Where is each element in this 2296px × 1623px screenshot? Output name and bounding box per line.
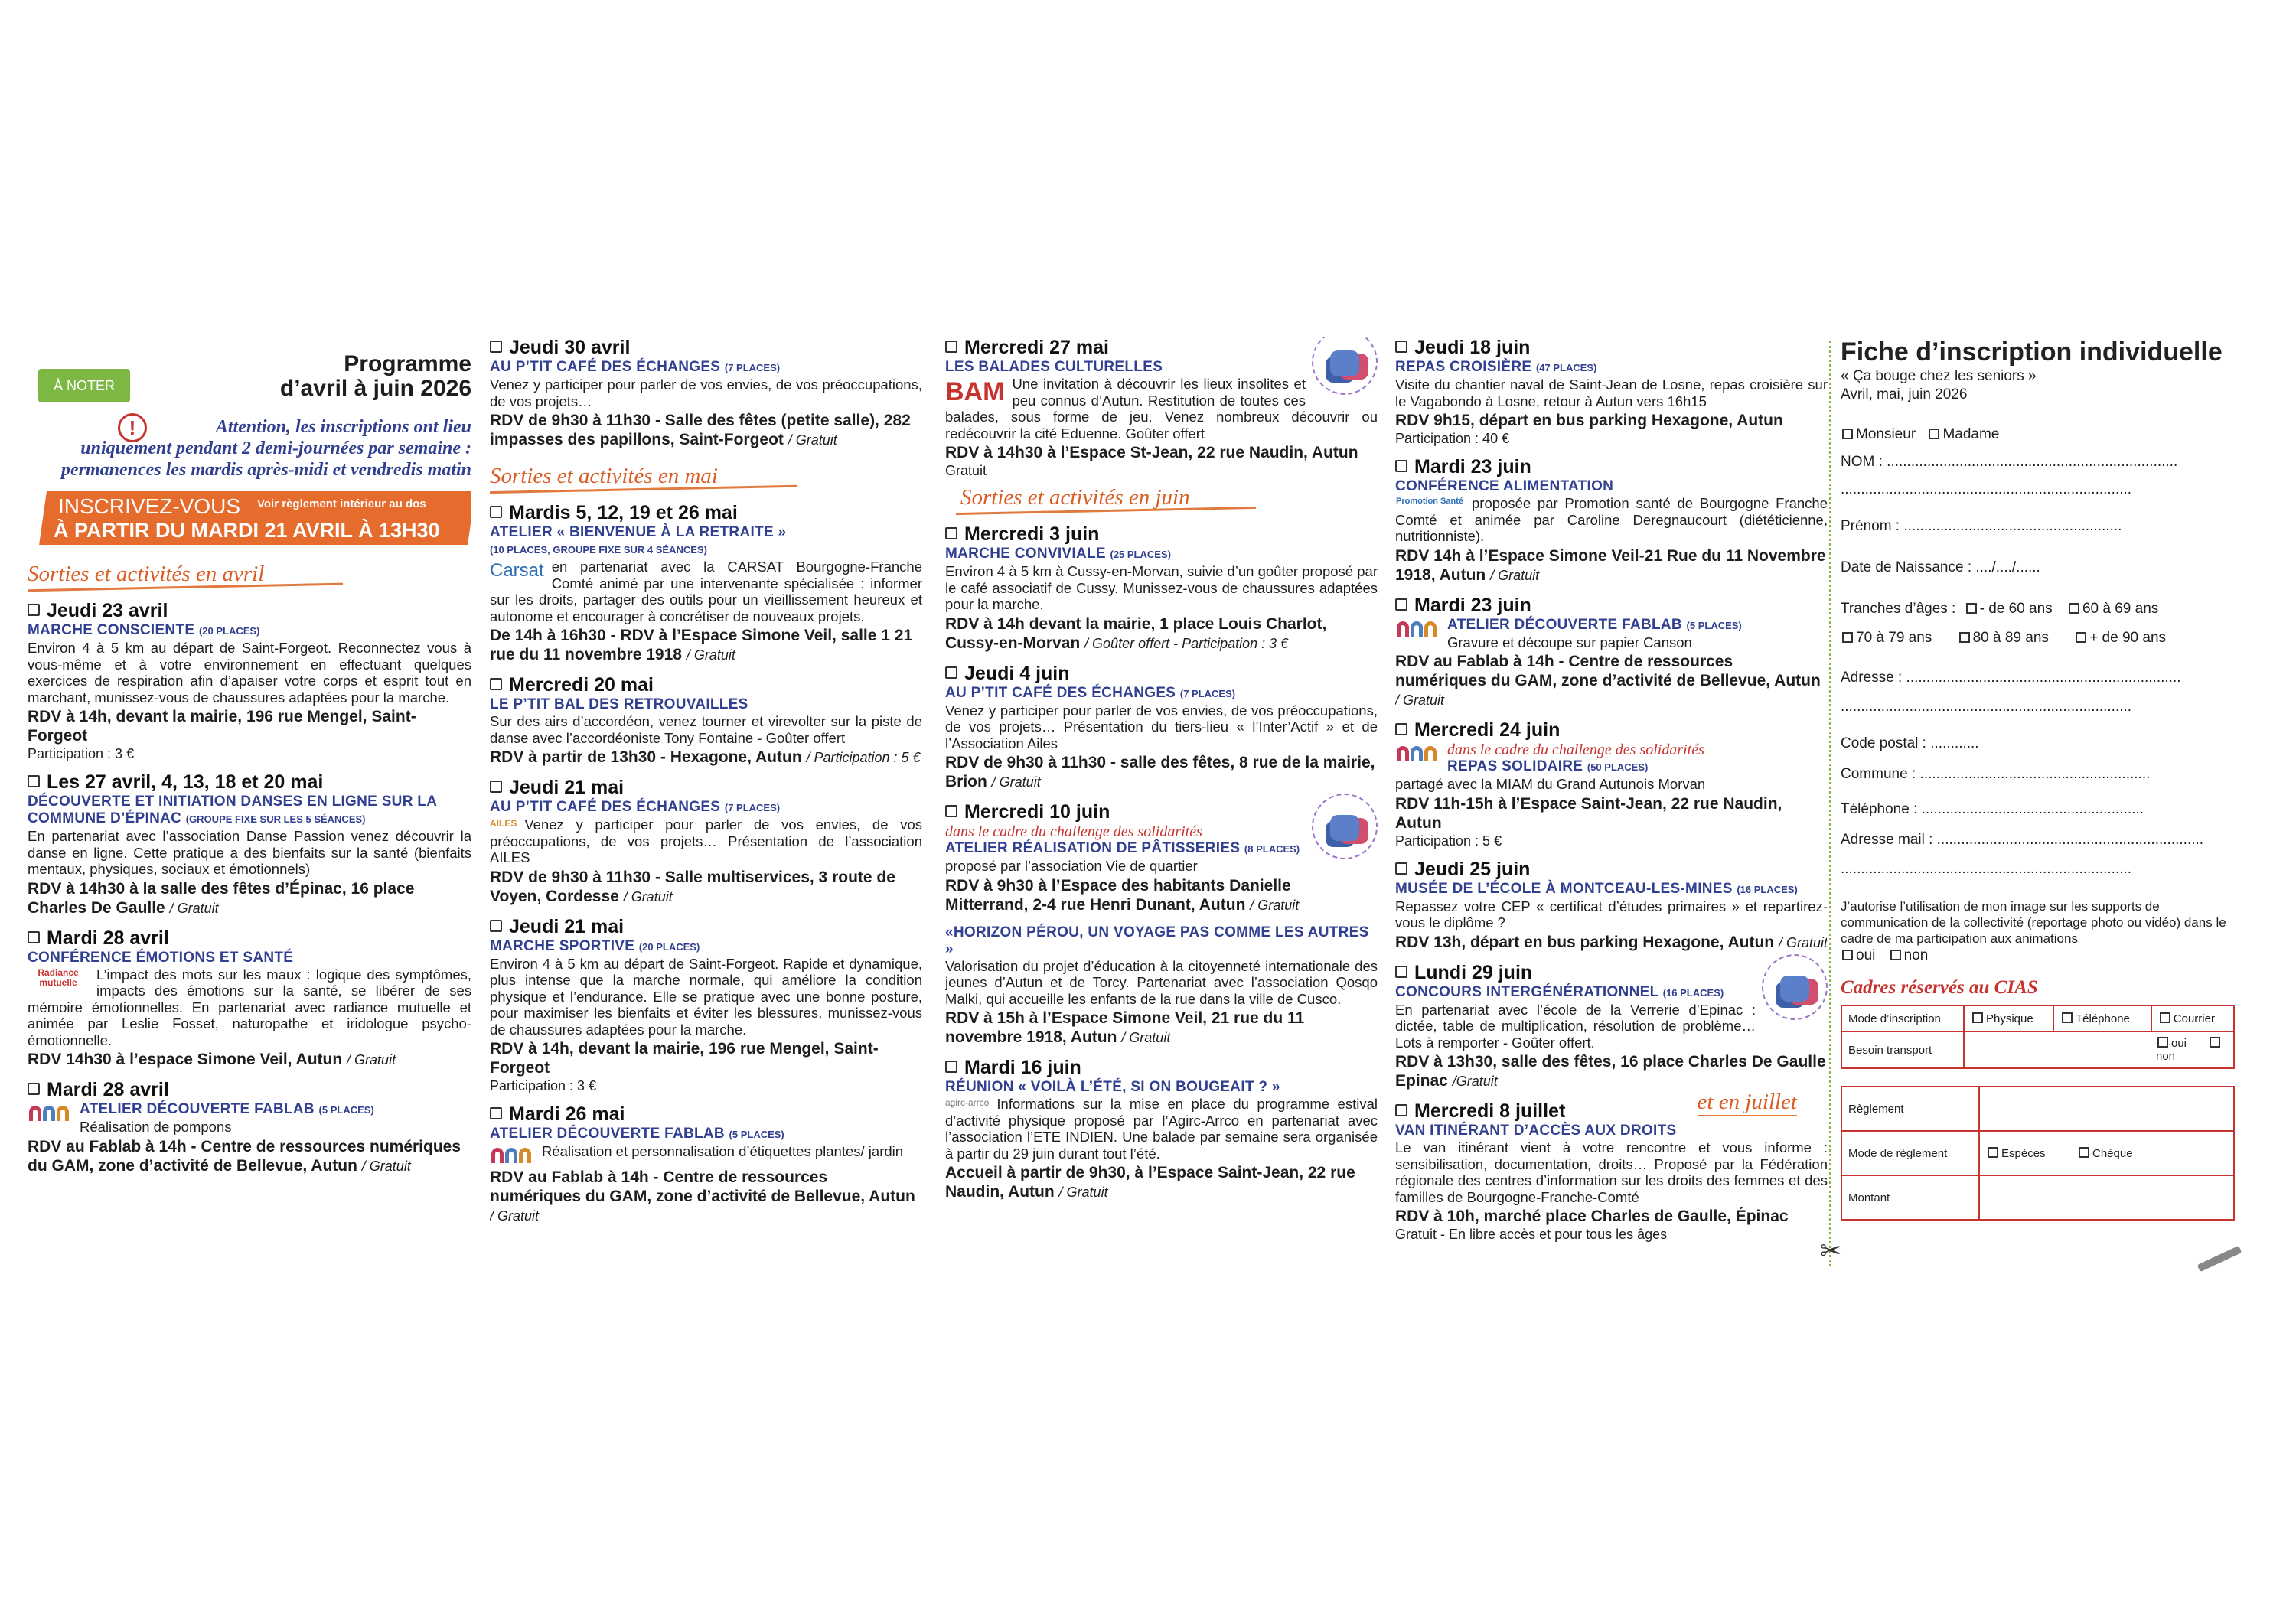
event-title: REPAS CROISIÈRE (47 PLACES) <box>1395 359 1597 375</box>
warning-block <box>28 410 471 481</box>
scissors-icon: ✂ <box>1820 1237 1842 1266</box>
transport-options[interactable]: oui non <box>1964 1031 2234 1068</box>
age-80-89-checkbox[interactable] <box>1959 632 1970 643</box>
event-title: MARCHE CONSCIENTE (20 PLACES) <box>28 622 260 638</box>
event-desc: Venez y participer pour parler de vos envies, de vos préoccupations, de vos projets… <box>490 376 922 409</box>
event-desc: Sur des airs d’accordéon, venez tourner et virevolter sur la piste de danse avec l’accordéoniste Tony Fontaine - Goûter offert <box>490 713 922 746</box>
event-title: RÉUNION « VOILÀ L’ÉTÉ, SI ON BOUGEAIT ? » <box>945 1079 1280 1095</box>
event-date: Jeudi 18 juin <box>1395 337 1828 359</box>
bam-logo: BAM <box>945 377 1005 406</box>
event-date: Jeudi 4 juin <box>945 663 1378 685</box>
event-date: Les 27 avril, 4, 13, 18 et 20 mai <box>28 771 471 794</box>
event-rdv: RDV à 14h devant la mairie, 1 place Louis Charlot, Cussy-en-Morvan / Goûter offert - Participation : 3 € <box>945 614 1327 652</box>
event-desc: Gravure et découpe sur papier Canson <box>1447 634 1692 650</box>
event-date: Mardi 23 juin <box>1395 456 1828 478</box>
event-date: Mardi 16 juin <box>945 1057 1378 1079</box>
intergenerational-badge-icon <box>1312 794 1378 859</box>
event-date: Mardi 23 juin <box>1395 595 1828 617</box>
gam-logo-icon <box>28 1103 72 1124</box>
event-date: Mardi 28 avril <box>28 1079 471 1101</box>
montant-label: Montant <box>1841 1175 1979 1220</box>
event-title: ATELIER « BIENVENUE À LA RETRAITE » <box>490 524 787 540</box>
cut-line <box>1829 341 1831 1266</box>
event-date: Mercredi 3 juin <box>945 523 1378 546</box>
registration-form <box>1841 337 2239 1301</box>
event-date: Mardis 5, 12, 19 et 26 mai <box>490 502 922 524</box>
event-title: ATELIER DÉCOUVERTE FABLAB (5 PLACES) <box>1447 616 1742 633</box>
checkbox-icon[interactable] <box>945 341 957 353</box>
event-19 <box>1395 719 1828 849</box>
event-date: Mercredi 20 mai <box>490 674 922 696</box>
consent-row: oui non <box>1841 947 2239 965</box>
event-tail: Gratuit <box>945 463 987 478</box>
payment-mode-label: Mode de règlement <box>1841 1131 1979 1175</box>
event-desc: Le van itinérant vient à votre rencontre et vous informe : sensibilisation, documentation, droits… Proposé par la Fédération régionale des centres d’information sur les droits des femmes et des familles de Bourgogne-Franche-Comté <box>1395 1139 1828 1205</box>
event-date: Jeudi 23 avril <box>28 600 471 622</box>
checkbox-icon[interactable] <box>490 781 502 793</box>
event-17 <box>1395 456 1828 585</box>
signup-line2: À PARTIR DU MARDI 21 AVRIL À 13H30 <box>54 519 440 542</box>
checkbox-icon[interactable] <box>1395 862 1407 875</box>
image-consent-text: J’autorise l’utilisation de mon image sur les supports de communication de la collectivité (reportage photo ou vidéo) dans le cadre de ma participation aux animations <box>1841 899 2226 946</box>
event-0 <box>28 600 471 762</box>
event-desc: Valorisation du projet d’éducation à la citoyenneté internationale des jeunes d’Autun et de Torcy. Partenariat avec l’association Qosqo Malki, qui accueille les enfants de la rue dans la ville de Cusco. <box>945 957 1378 1007</box>
event-rdv: RDV 14h30 à l’espace Simone Veil, Autun / Gratuit <box>28 1051 396 1068</box>
address-field[interactable]: Adresse : .................................................................... <box>1841 670 2181 686</box>
address-field-2[interactable]: ........................................................................ <box>1841 699 2132 715</box>
especes-option[interactable]: Espèces <box>1979 1131 2071 1175</box>
nom-field-2[interactable]: ........................................................................ <box>1841 481 2132 497</box>
event-price: Participation : 40 € <box>1395 431 1510 446</box>
event-16 <box>1395 337 1828 447</box>
event-title: CONFÉRENCE ÉMOTIONS ET SANTÉ <box>28 949 294 966</box>
exclamation-icon: ! <box>118 413 147 442</box>
checkbox-icon[interactable] <box>28 604 40 616</box>
event-title: ATELIER DÉCOUVERTE FABLAB (5 PLACES) <box>490 1126 784 1142</box>
event-title: AU P’TIT CAFÉ DES ÉCHANGES (7 PLACES) <box>490 799 781 815</box>
form-subtitle: « Ça bouge chez les seniors » <box>1841 368 2037 384</box>
carsat-logo: Carsat <box>490 560 544 581</box>
event-price: Participation : 3 € <box>490 1078 597 1093</box>
event-20 <box>1395 859 1828 953</box>
event-desc: partagé avec la MIAM du Grand Autunois Morvan <box>1395 776 1706 792</box>
event-title: REPAS SOLIDAIRE (50 PLACES) <box>1447 758 1649 774</box>
event-title: ATELIER DÉCOUVERTE FABLAB (5 PLACES) <box>80 1101 374 1117</box>
event-rdv: Accueil à partir de 9h30, à l’Espace Saint-Jean, 22 rue Naudin, Autun / Gratuit <box>945 1164 1355 1201</box>
warning-text: Attention, les inscriptions ont lieu uniquement pendant 2 demi-journées par semaine : permanences les mardis après-midi et vendredis matin <box>61 417 471 480</box>
checkbox-icon[interactable] <box>490 506 502 518</box>
monsieur-checkbox[interactable] <box>1842 429 1853 439</box>
montant-cell[interactable] <box>1979 1175 2234 1220</box>
gam-logo-icon <box>1395 618 1440 640</box>
event-title: MARCHE SPORTIVE (20 PLACES) <box>490 937 700 954</box>
event-rdv: RDV à 14h, devant la mairie, 196 rue Mengel, Saint-Forgeot <box>490 1040 879 1077</box>
age-60-69-checkbox[interactable] <box>2069 603 2079 614</box>
cheque-option[interactable]: Chèque <box>2071 1131 2234 1175</box>
consent-yes-checkbox[interactable] <box>1842 950 1853 960</box>
event-date: Jeudi 25 juin <box>1395 859 1828 881</box>
courrier-option[interactable]: Courrier <box>2151 1005 2234 1031</box>
event-price: Participation : 5 € <box>1395 833 1502 849</box>
checkbox-icon[interactable] <box>28 931 40 943</box>
event-rdv: De 14h à 16h30 - RDV à l’Espace Simone Veil, salle 1 21 rue du 11 novembre 1918 / Gratuit <box>490 627 913 663</box>
event-22 <box>1395 1090 1828 1243</box>
transport-label: Besoin transport <box>1841 1031 1964 1068</box>
checkbox-icon[interactable] <box>28 775 40 787</box>
age-under-60-checkbox[interactable] <box>1966 603 1977 614</box>
event-title: MARCHE CONVIVIALE (25 PLACES) <box>945 546 1171 562</box>
event-desc: Venez y participer pour parler de vos envies, de vos préoccupations, de vos projets… Présentation de l’association AILES <box>490 816 922 865</box>
section-may: Sorties et activités en mai <box>490 461 922 491</box>
gam-logo-icon <box>1395 743 1440 764</box>
ailes-logo: AILES <box>490 818 517 829</box>
gam-logo-icon <box>490 1145 534 1166</box>
event-5 <box>490 502 922 665</box>
event-desc: proposée par Promotion santé de Bourgogne Franche Comté et animée par Caroline Deregnaucourt (diététicienne, nutritionniste). <box>1395 495 1828 544</box>
physique-option[interactable]: Physique <box>1964 1005 2053 1031</box>
event-tail: Gratuit - En libre accès et pour tous les âges <box>1395 1227 1668 1242</box>
event-1 <box>28 771 471 918</box>
cias-table-2 <box>1841 1086 2235 1221</box>
cias-table-1 <box>1841 1005 2235 1069</box>
age-70-79-checkbox[interactable] <box>1842 632 1853 643</box>
event-rdv: RDV au Fablab à 14h - Centre de ressources numériques du GAM, zone d’activité de Bellevue, Autun / Gratuit <box>490 1168 915 1224</box>
event-14 <box>945 924 1378 1048</box>
telephone-option[interactable]: Téléphone <box>2053 1005 2151 1031</box>
event-rdv: RDV au Fablab à 14h - Centre de ressources numériques du GAM, zone d’activité de Bellevue, Autun / Gratuit <box>28 1137 461 1175</box>
email-field[interactable]: Adresse mail : .................................................................. <box>1841 832 2204 848</box>
event-price: Participation : 3 € <box>28 746 135 761</box>
signup-note: Voir règlement intérieur au dos <box>257 497 426 510</box>
age-row-2: 70 à 79 ans 80 à 89 ans + de 90 ans <box>1841 629 2239 647</box>
note-badge: À NOTER <box>38 369 130 402</box>
event-rdv: RDV 9h15, départ en bus parking Hexagone, Autun <box>1395 412 1783 429</box>
event-title: CONFÉRENCE ALIMENTATION <box>1395 478 1614 494</box>
event-desc: Réalisation et personnalisation d’étiquettes plantes/ jardin <box>542 1143 904 1159</box>
checkbox-icon[interactable] <box>490 678 502 690</box>
age-over-90-checkbox[interactable] <box>2076 632 2086 643</box>
event-13 <box>945 801 1378 915</box>
event-title: AU P’TIT CAFÉ DES ÉCHANGES (7 PLACES) <box>945 684 1236 701</box>
event-title: CONCOURS INTERGÉNÉRATIONNEL (16 PLACES) <box>1395 983 1724 1000</box>
event-desc: En partenariat avec l’école de la Verrerie d’Epinac : dictée, table de multiplication, résolution de problème… Lots à remporter - Goûter offert. <box>1395 1001 1756 1051</box>
checkbox-icon[interactable] <box>945 1061 957 1073</box>
event-rdv: RDV de 9h30 à 11h30 - Salle des fêtes (petite salle), 282 impasses des papillons, Saint-Forgeot / Gratuit <box>490 412 911 448</box>
event-title: «HORIZON PÉROU, UN VOYAGE PAS COMME LES AUTRES » <box>945 924 1369 957</box>
form-period: Avril, mai, juin 2026 <box>1841 386 1968 402</box>
checkbox-icon[interactable] <box>945 805 957 817</box>
event-18 <box>1395 595 1828 711</box>
event-places: (10 PLACES, GROUPE FIXE SUR 4 SÉANCES) <box>490 544 707 556</box>
event-7 <box>490 777 922 907</box>
event-10 <box>945 337 1378 479</box>
event-rdv: RDV 14h à l’Espace Simone Veil-21 Rue du 11 Novembre 1918, Autun / Gratuit <box>1395 546 1826 584</box>
postal-code-field[interactable]: Code postal : ............ <box>1841 735 1979 751</box>
event-desc: en partenariat avec la CARSAT Bourgogne-Franche Comté animé par une intervenante spécialisée : informer sur les droits, partager des outils pour un vieillissement heureux et autonome et encourager à concrétiser de nouveaux projets. <box>490 559 922 624</box>
agirc-arrco-logo: agirc-arrco <box>945 1097 990 1108</box>
event-3 <box>28 1079 471 1176</box>
event-title: LE P’TIT BAL DES RETROUVAILLES <box>490 696 748 712</box>
phone-field[interactable]: Téléphone : ....................................................... <box>1841 801 2144 817</box>
checkbox-icon[interactable] <box>1395 1104 1407 1116</box>
event-date: Mercredi 10 juin <box>945 801 1306 823</box>
event-desc: Venez y participer pour parler de vos envies, de vos préoccupations, de vos projets… Présentation du tiers-lieu « l’Inter’Actif » et de l’Association Ailes <box>945 702 1378 751</box>
age-row-1: Tranches d’âges : - de 60 ans 60 à 69 ans <box>1841 601 2159 617</box>
event-rdv: RDV à partir de 13h30 - Hexagone, Autun / Participation : 5 € <box>490 748 921 766</box>
event-title: VAN ITINÉRANT D’ACCÈS AUX DROITS <box>1395 1123 1677 1139</box>
event-rdv: RDV à 14h30 à l’Espace St-Jean, 22 rue Naudin, Autun <box>945 444 1358 461</box>
prenom-field[interactable]: Prénom : ...................................................... <box>1841 518 2122 534</box>
column-april <box>28 337 471 1293</box>
event-8 <box>490 916 922 1095</box>
event-date: Mardi 26 mai <box>490 1103 922 1126</box>
column-june-b <box>1395 337 1828 1293</box>
signup-line1: INSCRIVEZ-VOUS <box>58 494 241 518</box>
checkbox-icon[interactable] <box>490 920 502 932</box>
event-rdv: RDV à 14h, devant la mairie, 196 rue Mengel, Saint-Forgeot <box>28 708 416 745</box>
event-subtitle: dans le cadre du challenge des solidarités <box>1447 741 1704 758</box>
commune-field[interactable]: Commune : ......................................................... <box>1841 766 2151 782</box>
email-field-2[interactable]: ........................................................................ <box>1841 861 2132 877</box>
promotion-sante-logo: Promotion Santé <box>1395 497 1463 506</box>
checkbox-icon[interactable] <box>1395 460 1407 472</box>
event-rdv: RDV à 9h30 à l’Espace des habitants Danielle Mitterrand, 2-4 rue Henri Dunant, Autun / Gratuit <box>945 876 1300 914</box>
radiance-logo: Radiance mutuelle <box>38 966 79 988</box>
checkbox-icon[interactable] <box>490 1107 502 1119</box>
checkbox-icon[interactable] <box>1395 598 1407 611</box>
event-desc: Repassez votre CEP « certificat d’études primaires » et repartirez-vous le diplôme ? <box>1395 898 1828 930</box>
event-11 <box>945 523 1378 653</box>
inscription-mode-label: Mode d’inscription <box>1841 1005 1964 1031</box>
column-june-a <box>945 337 1378 1293</box>
event-15 <box>945 1057 1378 1202</box>
checkbox-icon[interactable] <box>945 527 957 539</box>
event-desc: Réalisation de pompons <box>80 1119 232 1135</box>
event-date: Mardi 28 avril <box>28 927 471 950</box>
event-rdv: RDV de 9h30 à 11h30 - Salle multiservices, 3 route de Voyen, Cordesse / Gratuit <box>490 868 895 905</box>
section-july: et en juillet <box>1698 1090 1797 1116</box>
event-desc: Environ 4 à 5 km au départ de Saint-Forgeot. Reconnectez vous à vous-même et à votre environnement en effectuant quelques exercices de respiration afin d’apaiser votre corps et esprit tout en marchant, munissez-vous de chaussures adaptées pour la marche. <box>28 640 471 706</box>
event-title: AU P’TIT CAFÉ DES ÉCHANGES (7 PLACES) <box>490 359 781 375</box>
cias-title: Cadres réservés au CIAS <box>1841 977 2038 998</box>
consent-no-checkbox[interactable] <box>1890 950 1901 960</box>
event-date: Jeudi 30 avril <box>490 337 922 359</box>
nom-field[interactable]: NOM : ........................................................................ <box>1841 454 2178 470</box>
reglement-cell[interactable] <box>1979 1087 2234 1131</box>
event-date: Mercredi 8 juillet <box>1395 1100 1828 1123</box>
event-rdv: RDV à 14h30 à la salle des fêtes d’Épinac, 16 place Charles De Gaulle / Gratuit <box>28 879 415 917</box>
reglement-label: Règlement <box>1841 1087 1979 1131</box>
section-april: Sorties et activités en avril <box>28 559 471 589</box>
checkbox-icon[interactable] <box>945 666 957 679</box>
checkbox-icon[interactable] <box>490 341 502 353</box>
event-2 <box>28 927 471 1071</box>
event-rdv: RDV à 10h, marché place Charles de Gaulle, Épinac <box>1395 1207 1789 1225</box>
event-desc: Informations sur la mise en place du programme estival d’activité physique proposé par l’Agirc-Arrco en partenariat avec l’association l’ETE INDIEN. Une balade par semaine sera organisée à partir du 29 juin durant tout l’été. <box>945 1096 1378 1162</box>
madame-checkbox[interactable] <box>1929 429 1939 439</box>
event-6 <box>490 674 922 768</box>
event-rdv: RDV 13h, départ en bus parking Hexagone, Autun / Gratuit <box>1395 933 1828 951</box>
section-june: Sorties et activités en juin <box>960 482 1378 513</box>
checkbox-icon[interactable] <box>1395 966 1407 978</box>
program-title: Programme d’avril à juin 2026 <box>279 351 471 401</box>
event-date: Mercredi 27 mai <box>945 337 1306 359</box>
event-title: DÉCOUVERTE ET INITIATION DANSES EN LIGNE SUR LA COMMUNE D’ÉPINAC (GROUPE FIXE SUR LES 5 SÉANCES) <box>28 794 437 826</box>
event-desc: En partenariat avec l’association Danse Passion venez découvrir la danse en ligne. Cette pratique a des bienfaits sur la santé (bienfaits mentaux, physiques, sociaux et émotionnels) <box>28 828 471 877</box>
event-subtitle: dans le cadre du challenge des solidarités <box>945 823 1202 840</box>
form-title: Fiche d’inscription individuelle <box>1841 337 2223 367</box>
event-rdv: RDV à 15h à l’Espace Simone Veil, 21 rue du 11 novembre 1918, Autun / Gratuit <box>945 1009 1305 1046</box>
event-title: LES BALADES CULTURELLES <box>945 359 1163 375</box>
event-date: Jeudi 21 mai <box>490 916 922 938</box>
birthdate-field[interactable]: Date de Naissance : ..../..../...... <box>1841 559 2040 575</box>
event-title: MUSÉE DE L’ÉCOLE À MONTCEAU-LES-MINES (16 PLACES) <box>1395 880 1798 897</box>
event-21 <box>1395 962 1828 1092</box>
event-desc: Environ 4 à 5 km à Cussy-en-Morvan, suivie d’un goûter proposé par le café associatif de Cussy. Munissez-vous de chaussures adaptées pour la marche. <box>945 563 1378 612</box>
event-rdv: RDV au Fablab à 14h - Centre de ressources numériques du GAM, zone d’activité de Bellevue, Autun / Gratuit <box>1395 653 1821 708</box>
event-desc: Une invitation à découvrir les lieux insolites et peu connus d’Autun. Restitution de toutes ces balades, sous forme de jeu. Venez nombreux découvrir ou redécouvrir la cité Eduenne. Goûter offert <box>945 376 1378 442</box>
event-date: Mercredi 24 juin <box>1395 719 1828 741</box>
column-may <box>490 337 922 1293</box>
event-title: ATELIER RÉALISATION DE PÂTISSERIES (8 PLACES) <box>945 840 1300 856</box>
event-rdv: RDV 11h-15h à l’Espace Saint-Jean, 22 rue Naudin, Autun <box>1395 794 1782 832</box>
event-rdv: RDV à 13h30, salle des fêtes, 16 place Charles De Gaulle Epinac /Gratuit <box>1395 1053 1826 1090</box>
event-date: Lundi 29 juin <box>1395 962 1756 984</box>
civility-row: Monsieur Madame <box>1841 425 2239 444</box>
signup-banner <box>28 491 471 548</box>
event-9 <box>490 1103 922 1226</box>
event-desc: Visite du chantier naval de Saint-Jean de Losne, repas croisière sur le Vagabondo à Losne, retour à Autun vers 16h15 <box>1395 376 1828 409</box>
checkbox-icon[interactable] <box>28 1083 40 1095</box>
event-12 <box>945 663 1378 793</box>
event-date: Jeudi 21 mai <box>490 777 922 799</box>
intergenerational-badge-icon <box>1762 954 1828 1020</box>
checkbox-icon[interactable] <box>1395 723 1407 735</box>
event-desc: proposé par l’association Vie de quartier <box>945 858 1198 874</box>
event-rdv: RDV de 9h30 à 11h30 - salle des fêtes, 8 rue de la mairie, Brion / Gratuit <box>945 754 1375 790</box>
event-desc: L’impact des mots sur les maux : logique des symptômes, impacts des émotions sur la santé, se libérer de ses mémoire émotionnelles. En partenariat avec radiance mutuelle et animée par Leslie Fosset, naturopathe et iridologue psycho-émotionnelle. <box>28 966 471 1048</box>
checkbox-icon[interactable] <box>1395 341 1407 353</box>
event-4 <box>490 337 922 450</box>
event-desc: Environ 4 à 5 km au départ de Saint-Forgeot. Rapide et dynamique, plus intense que la marche normale, qui améliore la condition physique et l’endurance. Elle se pratique avec une bonne posture, pour maximiser les bienfaits et éviter les blessures, munissez-vous de chaussures adaptées pour la marche. <box>490 955 922 1038</box>
